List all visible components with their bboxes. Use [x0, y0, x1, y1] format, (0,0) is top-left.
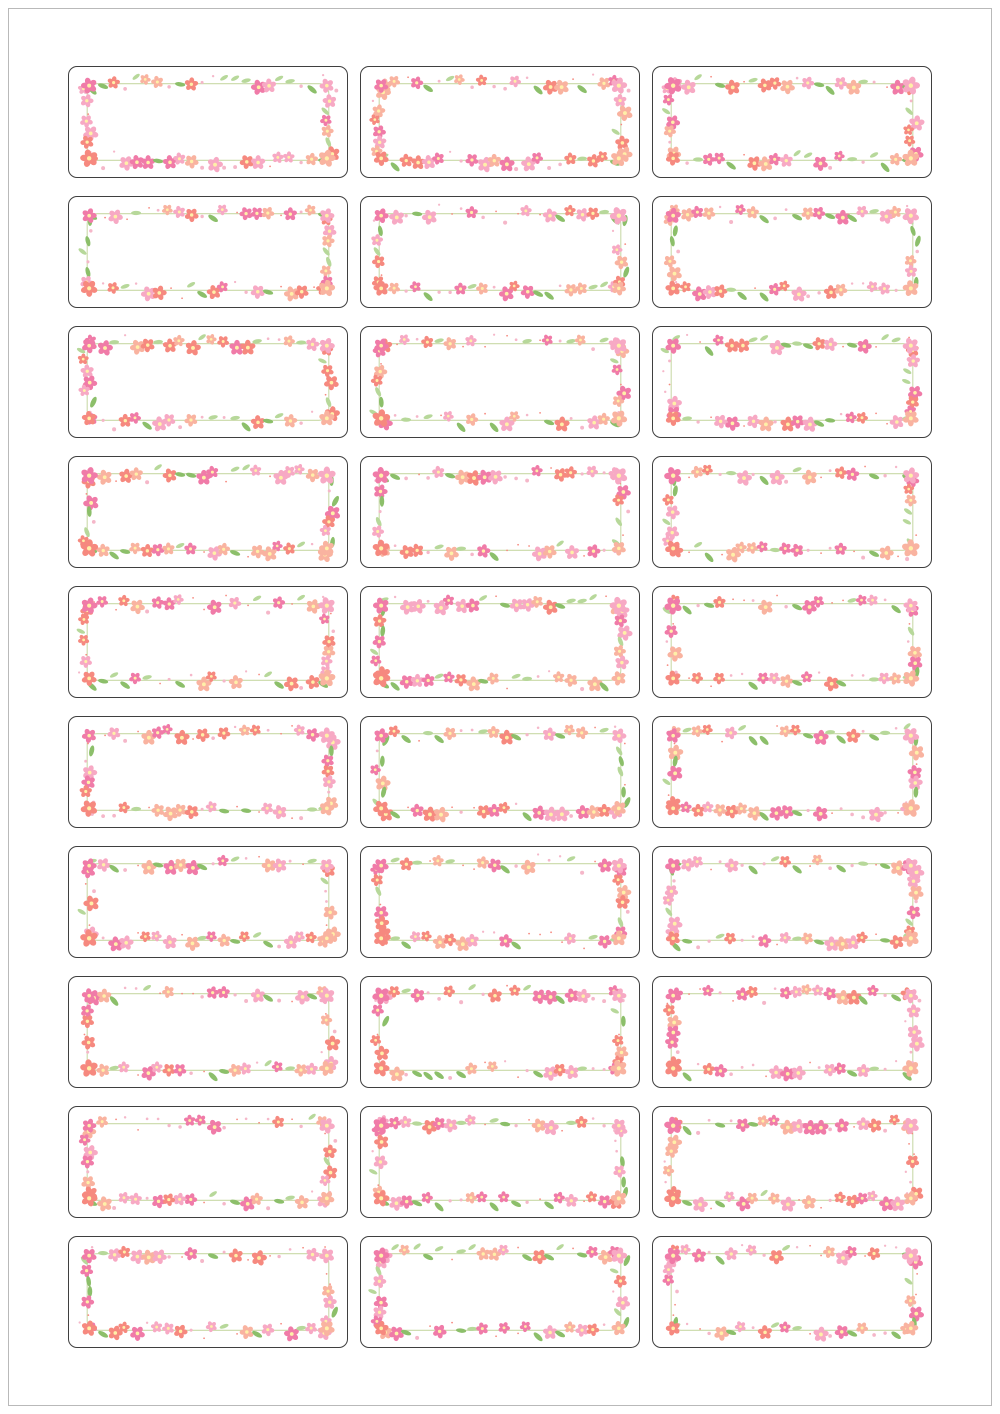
label-text-field[interactable] [395, 1263, 605, 1321]
label-text-field[interactable] [687, 93, 897, 151]
label-card[interactable] [652, 196, 932, 308]
label-text-field[interactable] [103, 93, 313, 151]
label-card[interactable] [68, 1236, 348, 1348]
label-text-field[interactable] [103, 1133, 313, 1191]
label-card[interactable] [68, 66, 348, 178]
label-card[interactable] [360, 1106, 640, 1218]
label-text-field[interactable] [103, 873, 313, 931]
label-text-field[interactable] [103, 223, 313, 281]
label-card[interactable] [360, 846, 640, 958]
label-card[interactable] [652, 846, 932, 958]
label-card[interactable] [360, 586, 640, 698]
label-card[interactable] [652, 1236, 932, 1348]
label-card[interactable] [360, 196, 640, 308]
label-text-field[interactable] [687, 353, 897, 411]
label-card[interactable] [652, 66, 932, 178]
label-text-field[interactable] [687, 1133, 897, 1191]
label-text-field[interactable] [103, 353, 313, 411]
label-text-field[interactable] [395, 1003, 605, 1061]
label-text-field[interactable] [395, 483, 605, 541]
label-text-field[interactable] [395, 223, 605, 281]
label-text-field[interactable] [103, 613, 313, 671]
label-card[interactable] [652, 1106, 932, 1218]
label-grid [68, 66, 932, 1346]
label-card[interactable] [360, 1236, 640, 1348]
label-text-field[interactable] [687, 743, 897, 801]
label-card[interactable] [68, 456, 348, 568]
label-card[interactable] [68, 326, 348, 438]
label-card[interactable] [68, 1106, 348, 1218]
label-text-field[interactable] [687, 483, 897, 541]
label-card[interactable] [360, 716, 640, 828]
label-text-field[interactable] [687, 1263, 897, 1321]
label-text-field[interactable] [103, 483, 313, 541]
label-text-field[interactable] [687, 873, 897, 931]
label-card[interactable] [652, 326, 932, 438]
label-card[interactable] [68, 196, 348, 308]
label-card[interactable] [652, 456, 932, 568]
label-card[interactable] [360, 976, 640, 1088]
label-card[interactable] [68, 586, 348, 698]
label-card[interactable] [652, 716, 932, 828]
label-card[interactable] [360, 456, 640, 568]
label-text-field[interactable] [687, 223, 897, 281]
label-text-field[interactable] [103, 1263, 313, 1321]
label-card[interactable] [652, 586, 932, 698]
label-text-field[interactable] [395, 1133, 605, 1191]
label-card[interactable] [68, 716, 348, 828]
label-text-field[interactable] [395, 613, 605, 671]
label-text-field[interactable] [687, 1003, 897, 1061]
label-card[interactable] [68, 846, 348, 958]
label-text-field[interactable] [687, 613, 897, 671]
label-text-field[interactable] [103, 1003, 313, 1061]
label-text-field[interactable] [395, 873, 605, 931]
label-card[interactable] [360, 66, 640, 178]
label-text-field[interactable] [395, 743, 605, 801]
label-card[interactable] [652, 976, 932, 1088]
label-text-field[interactable] [103, 743, 313, 801]
label-card[interactable] [360, 326, 640, 438]
label-text-field[interactable] [395, 353, 605, 411]
label-card[interactable] [68, 976, 348, 1088]
label-text-field[interactable] [395, 93, 605, 151]
